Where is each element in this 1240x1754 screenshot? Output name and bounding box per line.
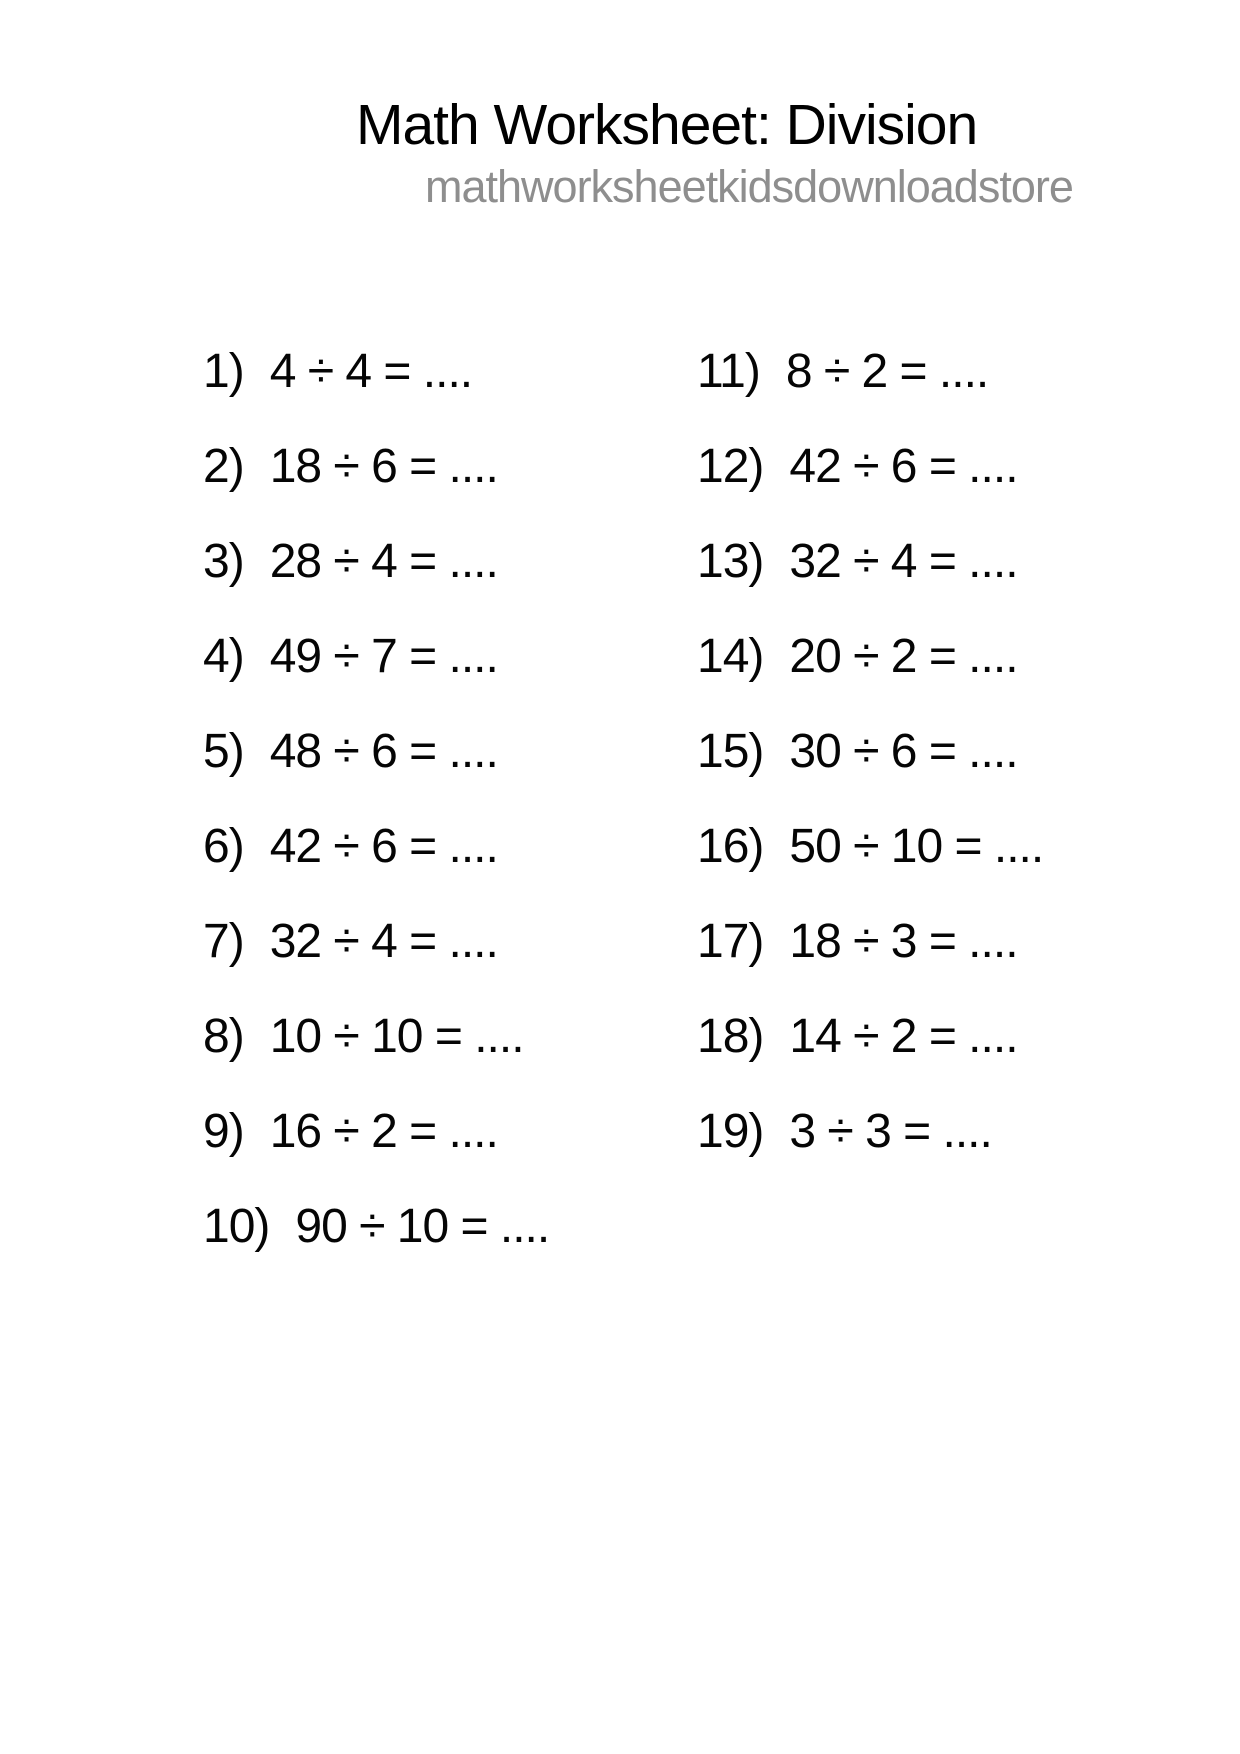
problem-row — [203, 345, 549, 398]
problem-row — [697, 345, 1043, 398]
problem-expression: 42 ÷ 6 = .... — [269, 820, 498, 873]
problem-number: 9) — [203, 1105, 244, 1158]
problem-row — [697, 1010, 1043, 1063]
problem-number: 6) — [203, 820, 244, 873]
problem-expression: 10 ÷ 10 = .... — [269, 1010, 524, 1063]
problem-row — [203, 440, 549, 493]
problem-row — [203, 915, 549, 968]
problem-number: 4) — [203, 630, 244, 683]
problem-row — [697, 915, 1043, 968]
problem-row — [203, 820, 549, 873]
problem-number: 7) — [203, 915, 244, 968]
page-subtitle: mathworksheetkidsdownloadstore — [425, 161, 1073, 212]
problem-expression: 48 ÷ 6 = .... — [269, 725, 498, 778]
problem-expression: 28 ÷ 4 = .... — [269, 535, 498, 588]
problem-expression: 32 ÷ 4 = .... — [789, 535, 1018, 588]
problem-number: 8) — [203, 1010, 244, 1063]
problem-expression: 20 ÷ 2 = .... — [789, 630, 1018, 683]
problem-row — [697, 440, 1043, 493]
problem-row — [203, 1105, 549, 1158]
problem-expression: 50 ÷ 10 = .... — [789, 820, 1044, 873]
problem-number: 18) — [697, 1010, 764, 1063]
problem-row — [203, 630, 549, 683]
problem-row — [203, 1200, 550, 1253]
problem-expression: 3 ÷ 3 = .... — [789, 1105, 992, 1158]
problems-right-column — [697, 345, 1044, 1203]
problem-row — [203, 1010, 549, 1063]
problem-number: 12) — [697, 440, 764, 493]
problem-number: 5) — [203, 725, 244, 778]
problem-expression: 16 ÷ 2 = .... — [269, 1105, 498, 1158]
problem-row — [203, 535, 549, 588]
problem-expression: 42 ÷ 6 = .... — [789, 440, 1018, 493]
problem-expression: 18 ÷ 6 = .... — [269, 440, 498, 493]
problem-number: 19) — [697, 1105, 764, 1158]
problem-number: 1) — [203, 345, 244, 398]
problem-expression: 32 ÷ 4 = .... — [269, 915, 498, 968]
problem-expression: 4 ÷ 4 = .... — [269, 345, 473, 398]
problems-left-column — [203, 345, 550, 1298]
problem-row — [697, 820, 1044, 873]
problem-row — [697, 1105, 1043, 1158]
problem-expression: 49 ÷ 7 = .... — [269, 630, 498, 683]
problem-number: 17) — [697, 915, 764, 968]
problem-row — [697, 725, 1043, 778]
problem-number: 11) — [697, 345, 760, 398]
problem-expression: 30 ÷ 6 = .... — [789, 725, 1018, 778]
problem-number: 16) — [697, 820, 764, 873]
problem-expression: 8 ÷ 2 = .... — [785, 345, 989, 398]
problem-number: 2) — [203, 440, 244, 493]
problem-number: 13) — [697, 535, 764, 588]
problem-row — [697, 630, 1043, 683]
problem-expression: 90 ÷ 10 = .... — [295, 1200, 550, 1253]
page-title: Math Worksheet: Division — [356, 93, 978, 157]
problem-row — [203, 725, 549, 778]
problem-number: 15) — [697, 725, 764, 778]
problem-expression: 18 ÷ 3 = .... — [789, 915, 1018, 968]
problem-number: 3) — [203, 535, 244, 588]
problem-number: 14) — [697, 630, 764, 683]
problem-number: 10) — [203, 1200, 270, 1253]
problem-row — [697, 535, 1043, 588]
problem-expression: 14 ÷ 2 = .... — [789, 1010, 1018, 1063]
